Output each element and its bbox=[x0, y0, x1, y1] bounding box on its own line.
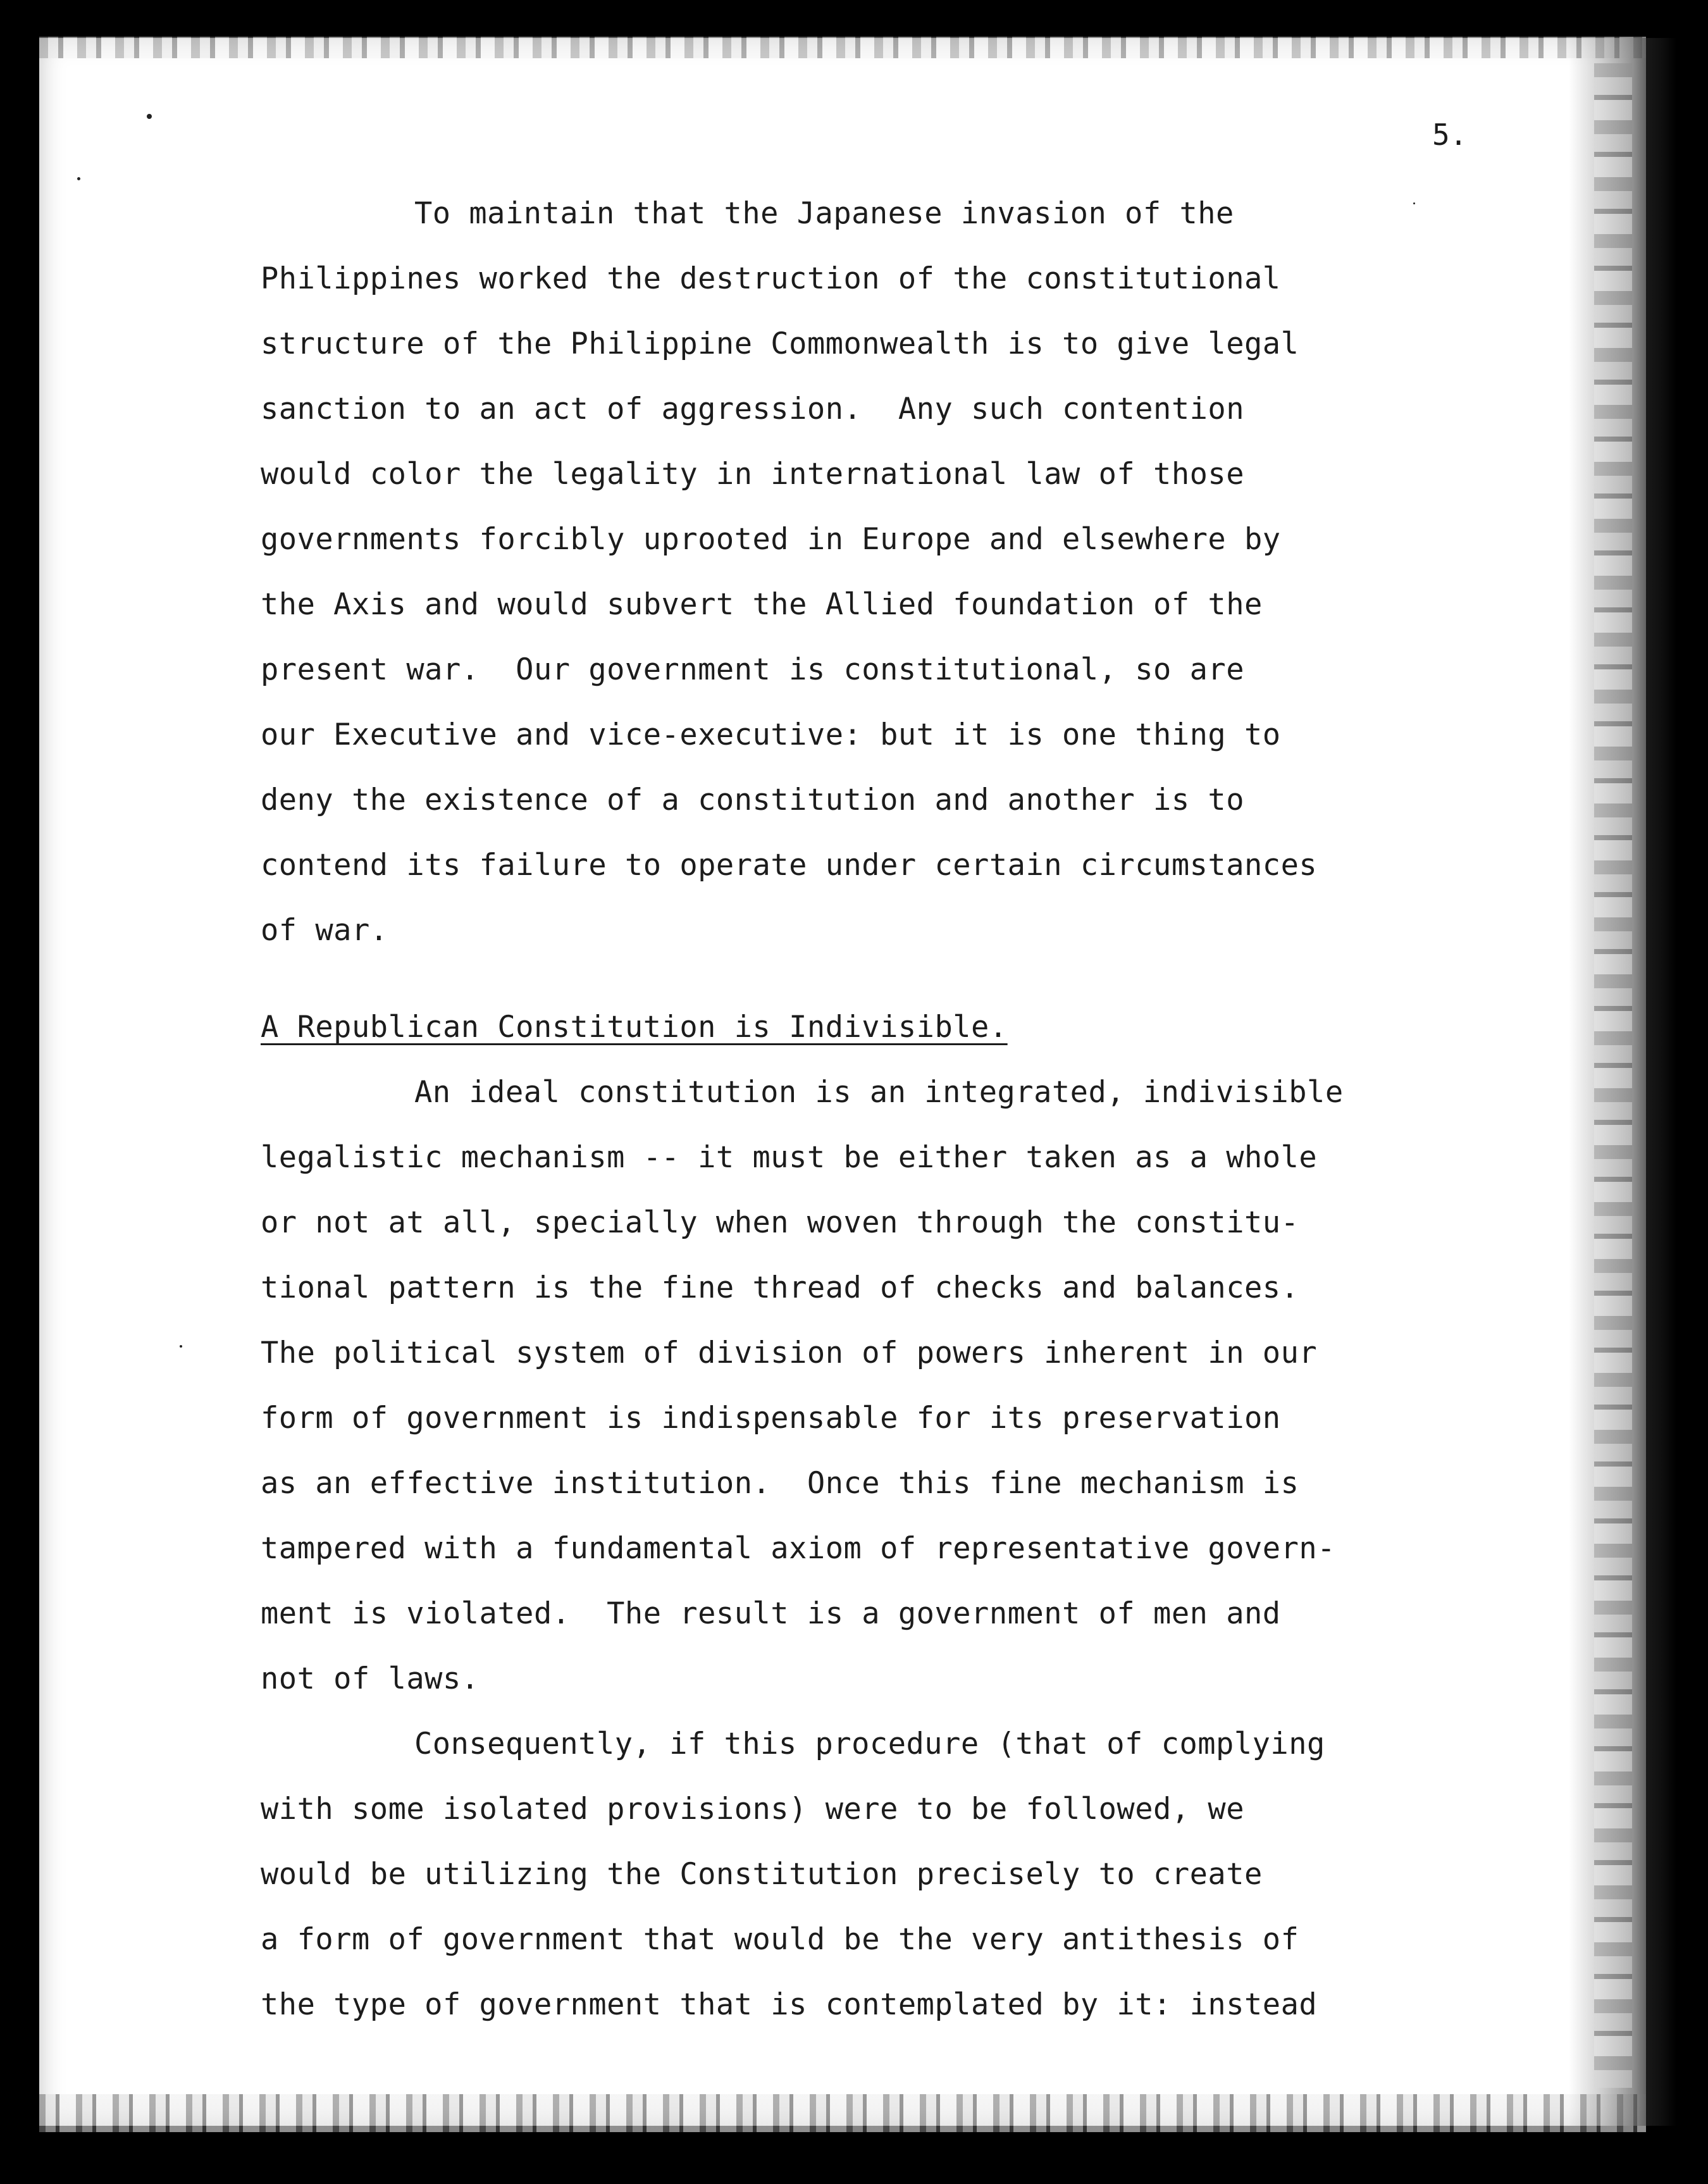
text-line: would be utilizing the Constitution precisely to create bbox=[261, 1857, 1263, 1892]
text-line: sanction to an act of aggression. Any such contention bbox=[261, 392, 1245, 426]
document-body bbox=[261, 181, 1475, 2037]
text-line: contend its failure to operate under certain circumstances bbox=[261, 848, 1318, 883]
text-line: of war. bbox=[261, 913, 388, 948]
page-number: 5. bbox=[1432, 118, 1468, 152]
text-line: To maintain that the Japanese invasion of the bbox=[414, 196, 1234, 231]
text-line: structure of the Philippine Commonwealth is to give legal bbox=[261, 326, 1299, 361]
text-line: our Executive and vice-executive: but it is one thing to bbox=[261, 717, 1281, 752]
text-line: a form of government that would be the very antithesis of bbox=[261, 1922, 1299, 1957]
text-line: An ideal constitution is an integrated, indivisible bbox=[414, 1075, 1344, 1110]
text-line: tampered with a fundamental axiom of representative govern- bbox=[261, 1531, 1335, 1566]
text-line: legalistic mechanism -- it must be either taken as a whole bbox=[261, 1140, 1318, 1175]
paragraph-3 bbox=[261, 1711, 1475, 2037]
text-line: tional pattern is the fine thread of checks and balances. bbox=[261, 1270, 1299, 1305]
text-line: deny the existence of a constitution and another is to bbox=[261, 783, 1245, 817]
scan-speck bbox=[180, 1345, 182, 1348]
paper-top-edge bbox=[39, 37, 1646, 58]
text-line: with some isolated provisions) were to be followed, we bbox=[261, 1792, 1245, 1827]
text-line: ment is violated. The result is a government of men and bbox=[261, 1596, 1281, 1631]
section-heading-text: A Republican Constitution is Indivisible. bbox=[261, 1010, 1008, 1045]
scan-speck bbox=[147, 114, 152, 119]
paragraph-2 bbox=[261, 1060, 1475, 1711]
text-line: form of government is indispensable for its preservation bbox=[261, 1401, 1281, 1436]
text-line: Philippines worked the destruction of the constitutional bbox=[261, 261, 1281, 296]
text-line: would color the legality in international law of those bbox=[261, 457, 1245, 492]
text-line: Consequently, if this procedure (that of complying bbox=[414, 1727, 1325, 1761]
paper-right-edge bbox=[1594, 63, 1632, 2088]
text-line: governments forcibly uprooted in Europe and elsewhere by bbox=[261, 522, 1281, 557]
paper-bottom-edge bbox=[39, 2094, 1646, 2132]
text-line: not of laws. bbox=[261, 1661, 480, 1696]
text-line: as an effective institution. Once this fine mechanism is bbox=[261, 1466, 1299, 1501]
section-heading bbox=[261, 995, 1475, 1060]
text-line: present war. Our government is constitutional, so are bbox=[261, 652, 1245, 687]
text-line: the type of government that is contemplated by it: instead bbox=[261, 1987, 1318, 2022]
scan-speck bbox=[77, 177, 80, 180]
text-line: The political system of division of powers inherent in our bbox=[261, 1336, 1318, 1370]
text-line: or not at all, specially when woven through the constitu- bbox=[261, 1205, 1299, 1240]
paragraph-1 bbox=[261, 181, 1475, 963]
text-line: the Axis and would subvert the Allied foundation of the bbox=[261, 587, 1263, 622]
